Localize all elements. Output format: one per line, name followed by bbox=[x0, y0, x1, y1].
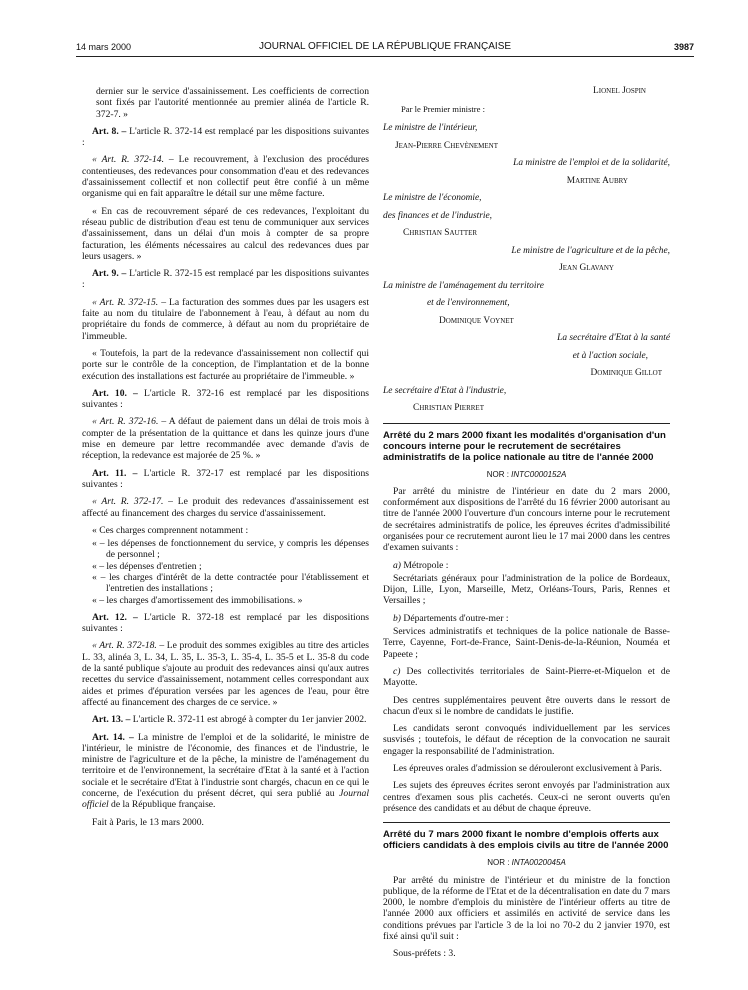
page-header bbox=[76, 40, 694, 56]
left-column bbox=[82, 86, 369, 834]
signatory-name: Christian Pierret bbox=[413, 403, 484, 413]
article-label: Art. 10. – bbox=[92, 387, 138, 399]
article-9: Art. 9. – L'article R. 372-15 est remplacé par les dispositions suivantes : bbox=[82, 268, 369, 291]
paragraph: Les candidats seront convoqués individuellement par les services susvisés ; toutefois, le défaut de réception de la convocation ne saurait engager la responsabilité de l'administration. bbox=[383, 723, 670, 757]
article-12: Art. 12. – L'article R. 372-18 est remplacé par les dispositions suivantes : bbox=[82, 611, 369, 635]
nor-code: INTC0000152A bbox=[511, 469, 567, 479]
paragraph: dernier sur le service d'assainissement. Les coefficients de correction sont fixés par l'autorité mentionnée au premier alinéa de l'article R. 372-7. » bbox=[96, 86, 369, 120]
arrete-title: Arrêté du 7 mars 2000 fixant le nombre d'emplois offerts aux officiers candidats à des emplois civils au titre de l'année 2000 bbox=[383, 829, 669, 852]
article-10: Art. 10. – L'article R. 372-16 est remplacé par les dispositions suivantes : bbox=[82, 387, 369, 411]
article-label: Art. 9. – bbox=[92, 268, 127, 280]
list-item: « – les dépenses d'entretien ; bbox=[92, 560, 202, 572]
list-heading: a) Métropole : bbox=[393, 559, 449, 571]
minister-title: Le ministre de l'économie, bbox=[383, 193, 482, 203]
article-label: « Art. R. 372-18. bbox=[92, 640, 157, 652]
section-divider bbox=[383, 822, 670, 823]
list-heading: b) Départements d'outre-mer : bbox=[393, 612, 509, 624]
section-divider bbox=[383, 423, 670, 424]
paragraph: Par arrêté du ministre de l'intérieur en date du 2 mars 2000, conformément aux dispositions de l'arrêté du 16 février 2000 autorisant au titre de l'année 2000 l'ouverture d'un concours interne pour le recrutement de secrétaires administratifs de police, les épreuves écrites d'admissibilité organisées pour ce recrutement auront lieu le 17 mai 2000 dans les centres d'examen suivants : bbox=[383, 485, 670, 554]
article-label: « Art. R. 372-14. bbox=[92, 154, 164, 166]
article-label: Art. 11. – bbox=[92, 467, 138, 479]
paragraph: Secrétariats généraux pour l'administration de la police de Bordeaux, Dijon, Lille, Lyon, Marseille, Metz, Orléans-Tours, Paris, Rennes et Versailles ; bbox=[383, 572, 670, 607]
paragraph: Sous-préfets : 3. bbox=[393, 948, 456, 960]
minister-title: La ministre de l'aménagement du territoire bbox=[383, 280, 544, 291]
article-14: Art. 14. – La ministre de l'emploi et de la solidarité, le ministre de l'intérieur, le ministre de l'économie, des finances et de l'industrie, le ministre de l'agriculture et de la pêche, la ministre de l'aménagement du territoire et de l'environnement, la secrétaire d'Etat à la santé et à l'action sociale et le secrétaire d'Etat à l'industrie sont chargés, chacun en ce qui le concerne, de l'exécution du présent décret, qui sera publié au Journal officiel de la République française. bbox=[82, 731, 369, 811]
article-8: Art. 8. – L'article R. 372-14 est remplacé par les dispositions suivantes : bbox=[82, 125, 369, 149]
paragraph: Services administratifs et techniques de la police nationale de Basse-Terre, Cayenne, Fort-de-France, Saint-Denis-de-la-Réunion, Nouméa et Papeete ; bbox=[383, 626, 670, 660]
page-number: 3987 bbox=[673, 42, 694, 52]
minister-title: Le ministre de l'intérieur, bbox=[383, 123, 478, 133]
journal-officiel-ref: Journal officiel bbox=[82, 788, 369, 811]
paragraph: « Ces charges comprennent notamment : bbox=[92, 524, 249, 536]
paragraph: « En cas de recouvrement séparé de ces redevances, l'exploitant du réseau public de distribution d'eau est tenu de communiquer aux services d'assainissement, dans un délai d'un mois à compter de sa propre facturation, les éléments nécessaires au calcul des redevances dues par leurs usagers. » bbox=[82, 205, 369, 262]
article-r372-16: « Art. R. 372-16. – A défaut de paiement dans un délai de trois mois à compter de la présentation de la quittance et dans les quinze jours d'une mise en demeure par lettre recommandée avec demande d'avis de réception, la redevance est majorée de 25 %. » bbox=[82, 416, 369, 462]
minister-title: La ministre de l'emploi et de la solidarité, bbox=[513, 158, 670, 168]
article-13: Art. 13. – L'article R. 372-11 est abrogé à compter du 1er janvier 2002. bbox=[92, 714, 367, 726]
nor-code: INTA0020045A bbox=[511, 858, 566, 868]
article-r372-15: « Art. R. 372-15. – La facturation des sommes dues par les usagers est faite au nom du titulaire de l'abonnement à l'eau, à défaut au nom du propriétaire du fonds de commerce, à défaut au nom du propriétaire de l'immeuble. bbox=[82, 296, 369, 342]
minister-title: Le secrétaire d'Etat à l'industrie, bbox=[383, 385, 507, 396]
article-r372-18: « Art. R. 372-18. – Le produit des sommes exigibles au titre des articles L. 33, alinéa 3, L. 34, L. 35, L. 35-3, L. 35-4, L. 35-5 et L. 35-8 du code de la santé publique s'ajoute au produit des redevances ainsi qu'aux autres recettes du service d'assainissement, notamment celles correspondant aux aides et primes d'épuration versées par les agences de l'eau, pour être affecté au financement des charges de ce service. » bbox=[82, 640, 369, 708]
paragraph: Par arrêté du ministre de l'intérieur et du ministre de la fonction publique, de la réforme de l'Etat et de la décentralisation en date du 7 mars 2000, le nombre d'emplois du ministère de l'intérieur offerts au titre de l'année 2000 aux officiers et assimilés en activité de service dans les conditions prévues par l'article 3 de la loi no 70-2 du 2 janvier 1970, est fixé ainsi qu'il suit : bbox=[383, 874, 670, 942]
nor-reference: NOR : INTC0000152A bbox=[486, 469, 567, 479]
minister-title: La secrétaire d'Etat à la santé bbox=[557, 333, 670, 343]
signatory-name: Lionel Jospin bbox=[593, 86, 646, 96]
list-item: « – les dépenses de fonctionnement du service, y compris les dépenses de personnel ; bbox=[92, 538, 369, 561]
article-label: Art. 12. – bbox=[92, 611, 138, 623]
article-label: « Art. R. 372-16. bbox=[92, 416, 159, 428]
paragraph: Les sujets des épreuves écrites seront envoyés par l'administration aux centres d'examen sous plis cachetés. Ceux-ci ne seront ouverts qu'en présence des candidats et au début de chaque épreuve. bbox=[383, 780, 670, 814]
article-label: Art. 13. – bbox=[92, 714, 131, 726]
signature-date: Fait à Paris, le 13 mars 2000. bbox=[92, 816, 204, 828]
nor-reference: NOR : INTA0020045A bbox=[487, 858, 566, 868]
list-item: « – les charges d'intérêt de la dette contractée pour l'établissement et l'entretien des installations ; bbox=[92, 571, 369, 595]
list-item: « – les charges d'amortissement des immobilisations. » bbox=[92, 594, 303, 606]
header-date: 14 mars 2000 bbox=[76, 42, 132, 52]
article-r372-14: « Art. R. 372-14. – Le recouvrement, à l'exclusion des procédures contentieuses, des redevances pour consommation d'eau et des redevances d'assainissement collectif et non collectif peut être confié à un même organisme qui en fait apparaître le détail sur une même facture. bbox=[82, 154, 369, 200]
list-heading: c) Des collectivités territoriales de Saint-Pierre-et-Miquelon et de Mayotte. bbox=[383, 665, 670, 689]
minister-title: et à l'action sociale, bbox=[572, 350, 648, 361]
signatory-name: Dominique Gillot bbox=[590, 368, 662, 378]
signatory-name: Jean Glavany bbox=[559, 263, 614, 273]
paragraph: « Toutefois, la part de la redevance d'assainissement non collectif qui porte sur le contrôle de la conception, de l'implantation et de la bonne exécution des installations est facturée au propriétaire de l'immeuble. » bbox=[82, 347, 369, 382]
signature-line: Par le Premier ministre : bbox=[401, 103, 486, 114]
article-label: Art. 8. – bbox=[92, 125, 127, 137]
article-11: Art. 11. – L'article R. 372-17 est remplacé par les dispositions suivantes : bbox=[82, 467, 369, 490]
paragraph: Des centres supplémentaires peuvent être ouverts dans le ressort de chacun d'eux si le nombre de candidats le justifie. bbox=[383, 694, 670, 717]
article-label: Art. 14. – bbox=[92, 731, 134, 743]
article-r372-17: « Art. R. 372-17. – Le produit des redevances d'assainissement est affecté au financement des charges du service d'assainissement. bbox=[82, 496, 369, 519]
journal-title: JOURNAL OFFICIEL DE LA RÉPUBLIQUE FRANÇAISE bbox=[258, 41, 512, 52]
signatory-name: Jean-Pierre Chevènement bbox=[395, 140, 499, 151]
right-column bbox=[383, 86, 670, 966]
arrete-title: Arrêté du 2 mars 2000 fixant les modalités d'organisation d'un concours interne pour le recrutement de secrétaires administratifs de la police nationale au titre de l'année 2000 bbox=[383, 429, 666, 463]
article-label: « Art. R. 372-15. bbox=[92, 296, 159, 308]
minister-title: Le ministre de l'agriculture et de la pêche, bbox=[511, 245, 670, 256]
signatory-name: Dominique Voynet bbox=[439, 315, 514, 326]
signatory-name: Martine Aubry bbox=[566, 175, 628, 186]
paragraph: Les épreuves orales d'admission se dérouleront exclusivement à Paris. bbox=[393, 763, 662, 775]
article-label: « Art. R. 372-17. bbox=[92, 496, 164, 508]
minister-title: des finances et de l'industrie, bbox=[383, 210, 493, 221]
signatory-name: Christian Sautter bbox=[403, 228, 478, 238]
signatures-block bbox=[383, 86, 670, 415]
minister-title: et de l'environnement, bbox=[427, 298, 510, 308]
header-rule bbox=[76, 56, 694, 57]
